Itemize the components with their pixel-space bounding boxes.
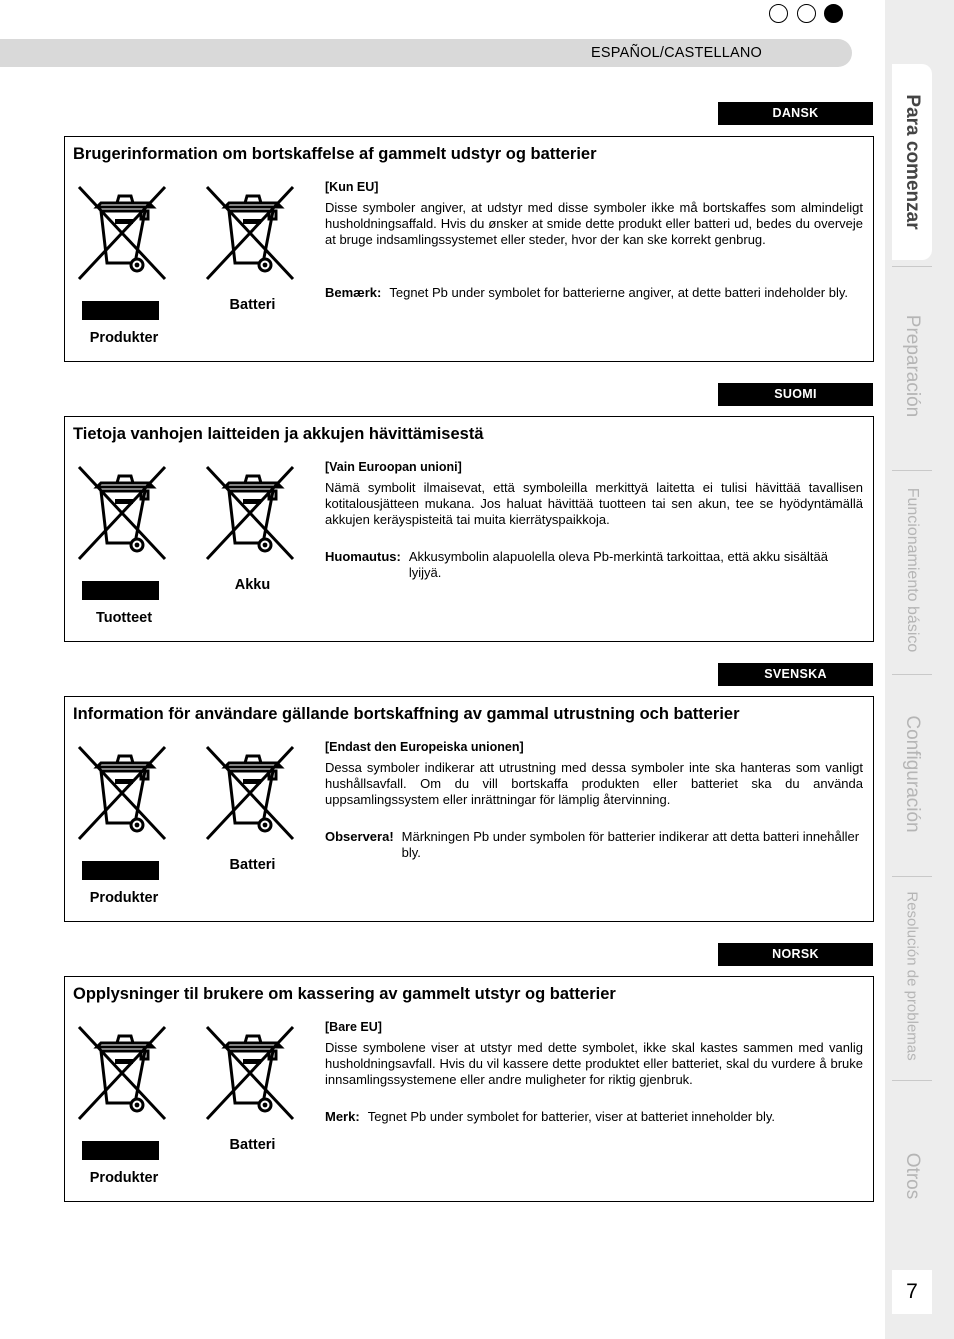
note-label: Huomautus: xyxy=(325,549,401,564)
sidebar-divider xyxy=(892,674,932,675)
section-body xyxy=(325,1019,863,1088)
sidebar-tab-label: Preparación xyxy=(902,314,923,418)
crossed-bin-icon xyxy=(73,181,173,285)
region-label: [Bare EU] xyxy=(325,1020,382,1034)
sidebar-tab-label: Para comenzar xyxy=(902,94,923,230)
section-title: Opplysninger til brukere om kassering av gammelt utstyr og batterier xyxy=(73,985,616,1003)
note xyxy=(325,829,863,861)
products-label: Tuotteet xyxy=(95,610,153,626)
battery-label: Akku xyxy=(234,577,271,593)
note-label: Observera! xyxy=(325,829,394,844)
crossed-bin-battery-icon xyxy=(201,741,301,845)
crossed-bin-battery-icon xyxy=(201,1021,301,1125)
crossed-bin-icon xyxy=(73,1021,173,1125)
note-text: Märkningen Pb under symbolen för batterier indikerar att detta batteri innehåller bly. xyxy=(401,829,860,860)
body-text: Disse symboler angiver, at udstyr med disse symboler ikke må bortskaffes som almindeligt husholdningsaffald. Hvis du ønsker at smide dette produkt eller batteri ud, bedes du overveje at bruge indsamlingssystemet eller steder, hvor der kan ske korrekt genbrug. xyxy=(325,200,863,247)
header-bar xyxy=(0,39,852,67)
sidebar-tab-label: Funcionamiento básico xyxy=(904,487,921,653)
section-svenska xyxy=(64,696,874,922)
battery-label: Batteri xyxy=(229,297,276,313)
black-bar xyxy=(82,301,159,320)
section-norsk xyxy=(64,976,874,1202)
sidebar-divider xyxy=(892,876,932,877)
sidebar-tab-funcionamiento-basico[interactable] xyxy=(892,472,932,668)
note-text: Akkusymbolin alapuolella oleva Pb-merkintä tarkoittaa, että akku sisältää lyijyä. xyxy=(408,549,828,580)
language-tag-suomi: SUOMI xyxy=(718,383,873,406)
sidebar-divider xyxy=(892,1080,932,1081)
language-tag-dansk: DANSK xyxy=(718,102,873,125)
sidebar-tab-configuracion[interactable] xyxy=(892,676,932,872)
page-number: 7 xyxy=(892,1270,932,1314)
region-label: [Vain Euroopan unioni] xyxy=(325,460,462,474)
section-title: Tietoja vanhojen laitteiden ja akkujen hävittämisestä xyxy=(73,425,484,443)
sidebar-divider xyxy=(892,470,932,471)
region-label: [Endast den Europeiska unionen] xyxy=(325,740,524,754)
progress-dot-empty-icon xyxy=(769,4,788,23)
language-label: ESPAÑOL/CASTELLANO xyxy=(591,45,762,61)
crossed-bin-battery-icon xyxy=(201,181,301,285)
body-text: Disse symbolene viser at utstyr med dette symbolet, ikke skal kastes sammen med vanlig husholdningsavfall. Hvis du vil kassere dette produktet eller batteriet, skal du vurdere å bruke innsamlingssystemene eller andre muligheter for riktig gjenbruk. xyxy=(325,1040,863,1087)
products-label: Produkter xyxy=(89,890,159,906)
sidebar-tab-para-comenzar[interactable] xyxy=(892,64,932,260)
language-tag-norsk: NORSK xyxy=(718,943,873,966)
region-label: [Kun EU] xyxy=(325,180,379,194)
section-body xyxy=(325,739,863,808)
products-label: Produkter xyxy=(89,1170,159,1186)
progress-dot-filled-icon xyxy=(824,4,843,23)
black-bar xyxy=(82,581,159,600)
body-text: Dessa symboler indikerar att utrustning med dessa symboler inte ska hanteras som vanligt hushållsavfall. Om du vill bortskaffa produkten eller batteriet ska du använda uppsamlingssystem eller inrättningar för lämplig återvinning. xyxy=(325,760,863,807)
note-text: Tegnet Pb under symbolet for batterier, viser at batteriet inneholder bly. xyxy=(367,1109,776,1124)
sidebar-tab-label: Configuración xyxy=(902,715,923,833)
crossed-bin-icon xyxy=(73,741,173,845)
sidebar-tab-resolucion-de-problemas[interactable] xyxy=(892,878,932,1074)
progress-dot-empty-icon xyxy=(797,4,816,23)
note-label: Merk: xyxy=(325,1109,360,1124)
section-body xyxy=(325,179,863,248)
battery-label: Batteri xyxy=(229,1137,276,1153)
sidebar-divider xyxy=(892,266,932,267)
note-text: Tegnet Pb under symbolet for batterierne angiver, at dette batteri indeholder bly. xyxy=(389,285,849,300)
black-bar xyxy=(82,1141,159,1160)
crossed-bin-icon xyxy=(73,461,173,565)
black-bar xyxy=(82,861,159,880)
note-label: Bemærk: xyxy=(325,285,382,300)
sidebar-tab-label: Otros xyxy=(902,1152,923,1200)
section-title: Brugerinformation om bortskaffelse af gammelt udstyr og batterier xyxy=(73,145,597,163)
note xyxy=(325,549,863,581)
section-suomi xyxy=(64,416,874,642)
crossed-bin-battery-icon xyxy=(201,461,301,565)
products-label: Produkter xyxy=(89,330,159,346)
section-title: Information för användare gällande bortskaffning av gammal utrustning och batterier xyxy=(73,705,740,723)
sidebar-tab-otros[interactable] xyxy=(892,1082,932,1270)
sidebar-tab-label: Resolución de problemas xyxy=(903,891,921,1061)
section-dansk xyxy=(64,136,874,362)
section-body xyxy=(325,459,863,528)
note xyxy=(325,285,863,301)
sidebar-tab-preparacion[interactable] xyxy=(892,268,932,464)
battery-label: Batteri xyxy=(229,857,276,873)
language-tag-svenska: SVENSKA xyxy=(718,663,873,686)
note xyxy=(325,1109,863,1125)
body-text: Nämä symbolit ilmaisevat, että symboleilla merkittyä laitetta ei tulisi hävittää tavallisen kotitalousjätteen mukana. Jos haluat hävittää tuotteen tai sen akun, tee se hyödyntämällä akkujen keräyspisteitä tai muita kierrätyspaikkoja. xyxy=(325,480,863,527)
